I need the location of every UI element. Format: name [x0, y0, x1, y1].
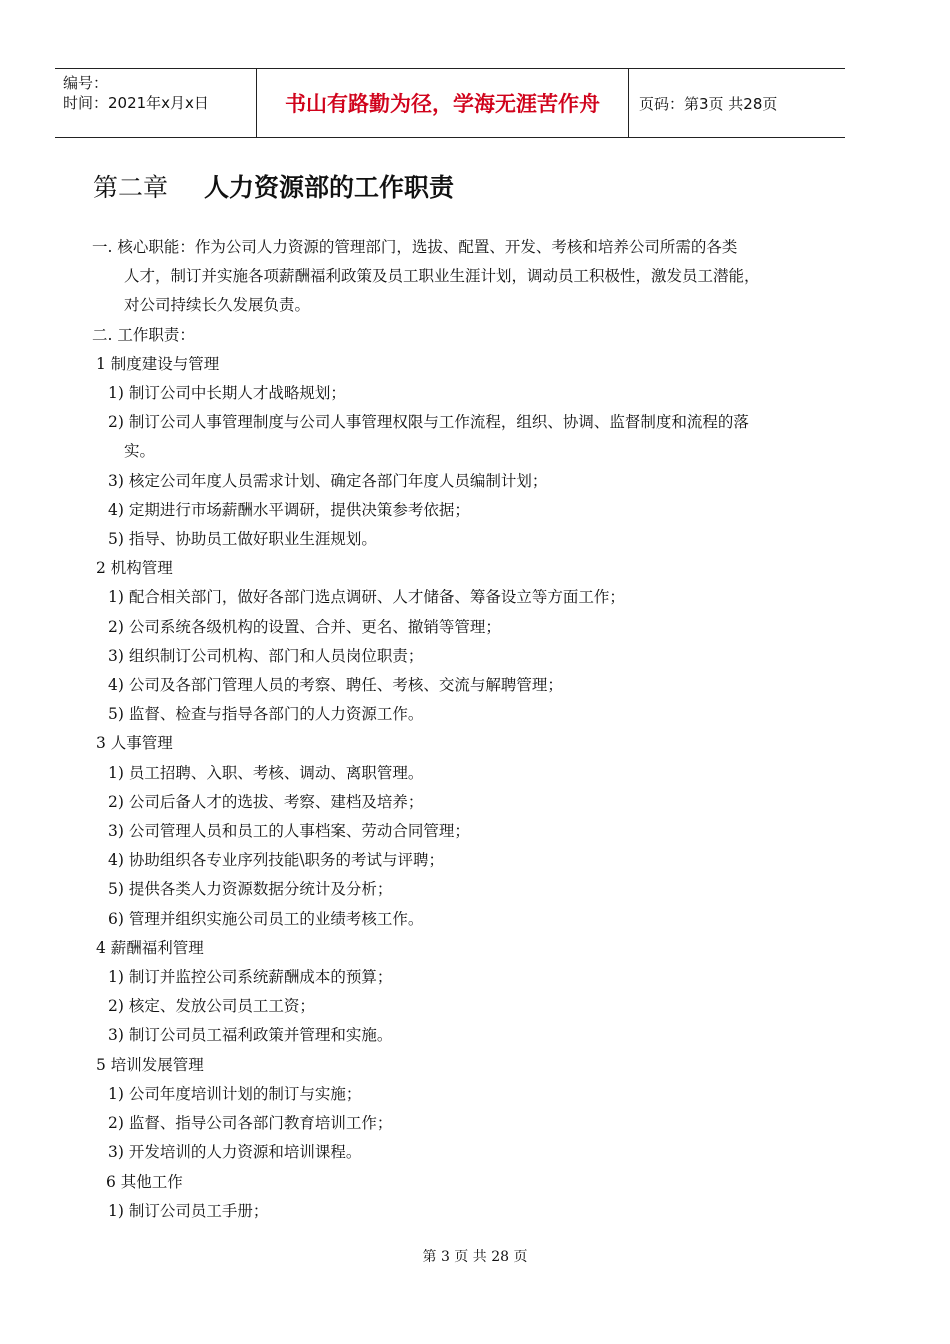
list-item: 5) 指导、协助员工做好职业生涯规划。: [108, 530, 377, 549]
document-header: [55, 68, 845, 138]
list-item: 5) 提供各类人力资源数据分统计及分析；: [108, 880, 393, 899]
list-item: 3) 开发培训的人力资源和培训课程。: [108, 1143, 362, 1162]
list-item: 6) 管理并组织实施公司员工的业绩考核工作。: [108, 909, 424, 928]
list-item: 1) 公司年度培训计划的制订与实施；: [108, 1084, 362, 1103]
list-item: 1) 制订公司员工手册；: [108, 1201, 269, 1220]
list-item: 1) 制订并监控公司系统薪酬成本的预算；: [108, 968, 393, 987]
list-item: 2) 核定、发放公司员工工资；: [108, 997, 315, 1016]
list-item: 4) 定期进行市场薪酬水平调研，提供决策参考依据；: [108, 500, 470, 519]
chapter-number: 第二章: [93, 173, 169, 202]
list-item: 3) 组织制订公司机构、部门和人员岗位职责；: [108, 646, 424, 665]
section-heading: 4 薪酬福利管理: [96, 938, 204, 957]
time-label: 时间：2021年x月x日: [63, 94, 209, 112]
document-body: [92, 233, 822, 1226]
section-heading: 5 培训发展管理: [96, 1055, 204, 1074]
motto-text: 书山有路勤为径，学海无涯苦作舟: [285, 92, 600, 116]
header-page-cell: [629, 69, 845, 137]
list-item: 4) 协助组织各专业序列技能\职务的考试与评聘；: [108, 851, 445, 870]
list-item: 实。: [124, 442, 156, 461]
list-item: 2) 监督、指导公司各部门教育培训工作；: [108, 1114, 393, 1133]
section-heading: 2 机构管理: [96, 559, 173, 578]
list-item: 3) 核定公司年度人员需求计划、确定各部门年度人员编制计划；: [108, 471, 548, 490]
footer-page-number: 第 3 页 共 28 页: [422, 1249, 528, 1265]
section-heading: 一. 核心职能：作为公司人力资源的管理部门，选拔、配置、开发、考核和培养公司所需的各类: [92, 238, 738, 256]
section-heading: 二. 工作职责：: [92, 325, 195, 344]
list-item: 4) 公司及各部门管理人员的考察、聘任、考核、交流与解聘管理；: [108, 676, 563, 695]
chapter-heading: [93, 168, 454, 204]
page-footer: [0, 1246, 950, 1266]
list-item: 5) 监督、检查与指导各部门的人力资源工作。: [108, 705, 424, 724]
list-item: 2) 公司后备人才的选拔、考察、建档及培养；: [108, 792, 424, 811]
section-heading: 3 人事管理: [96, 734, 173, 753]
list-item: 1) 制订公司中长期人才战略规划；: [108, 384, 346, 403]
list-item: 1) 员工招聘、入职、考核、调动、离职管理。: [108, 763, 424, 782]
section-heading: 6 其他工作: [106, 1172, 183, 1191]
list-item: 2) 公司系统各级机构的设置、合并、更名、撤销等管理；: [108, 617, 501, 636]
list-item: 3) 制订公司员工福利政策并管理和实施。: [108, 1026, 393, 1045]
code-label: 编号：: [63, 74, 109, 92]
list-item: 3) 公司管理人员和员工的人事档案、劳动合同管理；: [108, 822, 470, 841]
chapter-title: 人力资源部的工作职责: [204, 173, 455, 202]
section-heading: 1 制度建设与管理: [96, 354, 220, 373]
paragraph-line: 人才，制订并实施各项薪酬福利政策及员工职业生涯计划，调动员工积极性，激发员工潜能，: [124, 267, 760, 286]
header-motto-cell: [257, 69, 629, 137]
list-item: 1) 配合相关部门，做好各部门选点调研、人才储备、筹备设立等方面工作；: [108, 588, 625, 607]
paragraph-line: 对公司持续长久发展负责。: [124, 296, 311, 315]
list-item: 2) 制订公司人事管理制度与公司人事管理权限与工作流程，组织、协调、监督制度和流程的落: [108, 413, 749, 432]
page-label: 页码：第3页 共28页: [639, 94, 778, 113]
header-meta-cell: [55, 69, 257, 137]
